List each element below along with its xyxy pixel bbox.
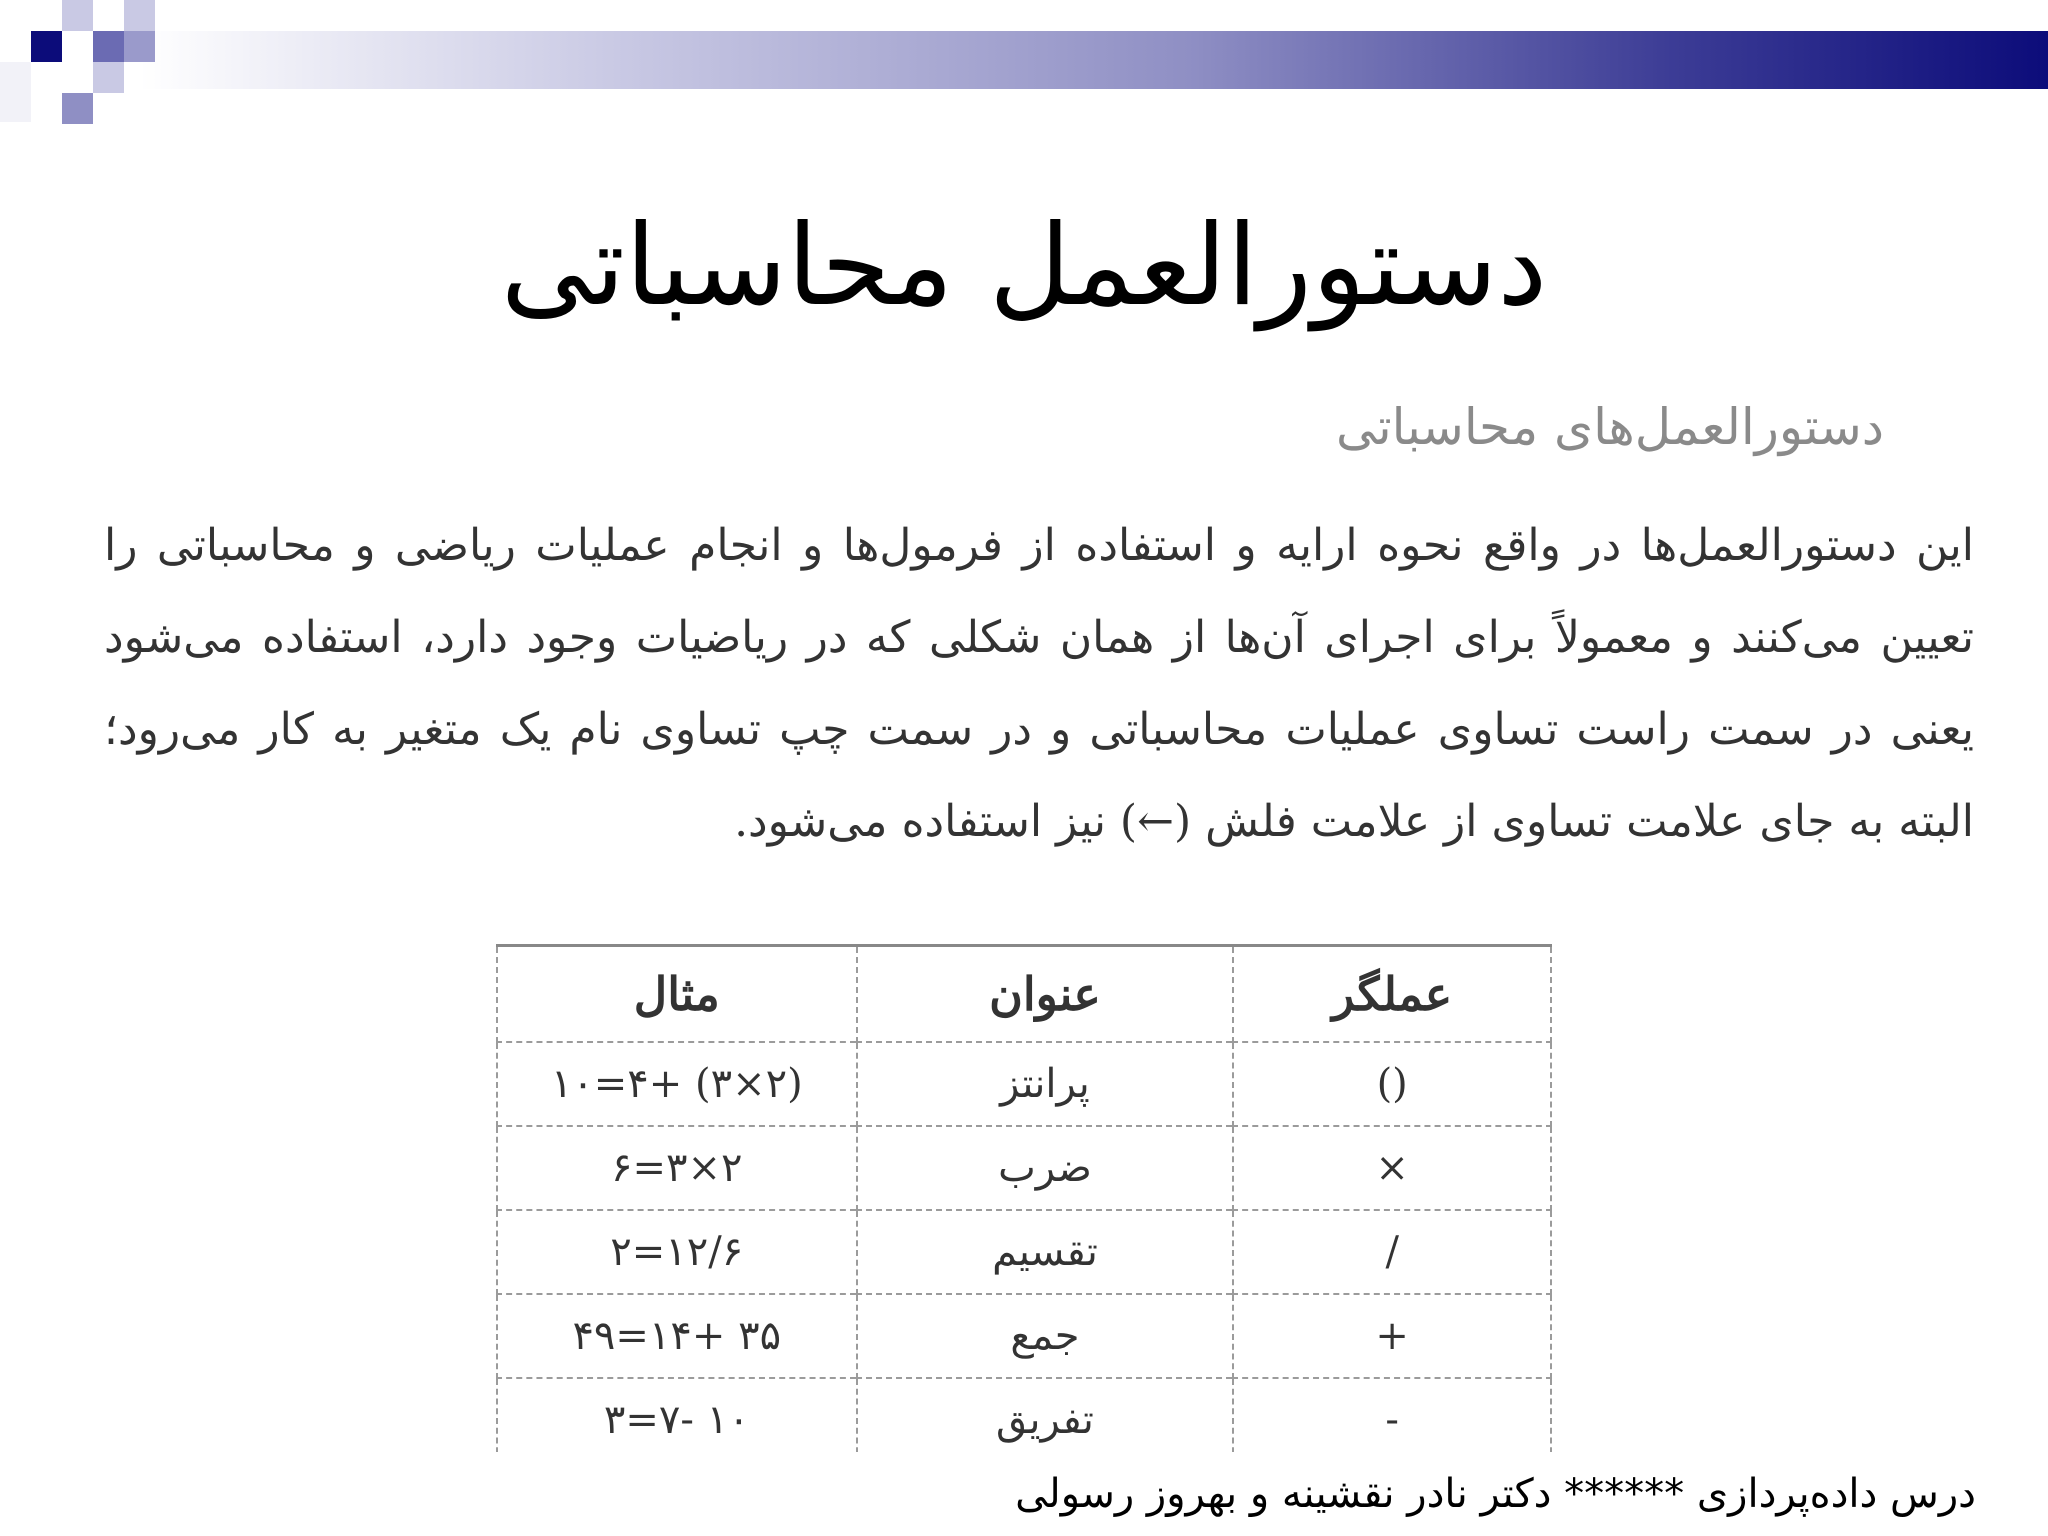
scan-heading: دستورالعمل‌های محاسباتی bbox=[1336, 398, 1884, 456]
header-name: عنوان bbox=[857, 946, 1234, 1043]
cell-operator: / bbox=[1233, 1210, 1551, 1294]
header-decor-square bbox=[0, 62, 31, 122]
operators-table-container bbox=[496, 944, 1552, 1452]
header-decor-square bbox=[62, 93, 93, 124]
table-header-row bbox=[497, 946, 1551, 1043]
header-decor-square bbox=[124, 31, 155, 62]
header-example: مثال bbox=[497, 946, 857, 1043]
header-operator: عملگر bbox=[1233, 946, 1551, 1043]
table-row bbox=[497, 1378, 1551, 1452]
table-row bbox=[497, 1294, 1551, 1378]
cell-example: ۱۲/۶=۲ bbox=[497, 1210, 857, 1294]
cell-operator: - bbox=[1233, 1378, 1551, 1452]
cell-example: ۳۵ +۱۴=۴۹ bbox=[497, 1294, 857, 1378]
cell-operator: + bbox=[1233, 1294, 1551, 1378]
table-row bbox=[497, 1042, 1551, 1126]
header-decor-square bbox=[124, 0, 155, 31]
cell-name: تفریق bbox=[857, 1378, 1234, 1452]
cell-operator: () bbox=[1233, 1042, 1551, 1126]
table-row bbox=[497, 1126, 1551, 1210]
header-decor-square bbox=[31, 31, 62, 62]
cell-name: پرانتز bbox=[857, 1042, 1234, 1126]
cell-example: (۲×۳) +۴=۱۰ bbox=[497, 1042, 857, 1126]
slide-footer: درس داده‌پردازی ****** دکتر نادر نقشینه و بهروز رسولی bbox=[1015, 1471, 1976, 1517]
cell-name: تقسیم bbox=[857, 1210, 1234, 1294]
cell-name: ضرب bbox=[857, 1126, 1234, 1210]
header-decor-square bbox=[62, 0, 93, 31]
cell-name: جمع bbox=[857, 1294, 1234, 1378]
slide-title: دستورالعمل محاسباتی bbox=[500, 201, 1548, 331]
header-gradient-bar bbox=[140, 31, 2048, 89]
cell-example: ۱۰ -۷=۳ bbox=[497, 1378, 857, 1452]
header-decor-square bbox=[93, 62, 124, 93]
table-row bbox=[497, 1210, 1551, 1294]
scan-paragraph: این دستورالعمل‌ها در واقع نحوه ارایه و استفاده از فرمول‌ها و انجام عملیات ریاضی و محاسباتی را تعیین می‌کنند و معمولاً برای اجرای آن‌ها از همان شکلی که در ریاضیات وجود دارد، استفاده می‌شود یعنی در سمت راست تساوی عملیات محاسباتی و در سمت چپ تساوی نام یک متغیر به کار می‌رود؛ البته به جای علامت تساوی از علامت فلش (←) نیز استفاده می‌شود. bbox=[104, 520, 1975, 847]
cell-operator: × bbox=[1233, 1126, 1551, 1210]
header-decor-square bbox=[93, 31, 124, 62]
cell-example: ۲×۳=۶ bbox=[497, 1126, 857, 1210]
operators-table bbox=[496, 944, 1552, 1452]
